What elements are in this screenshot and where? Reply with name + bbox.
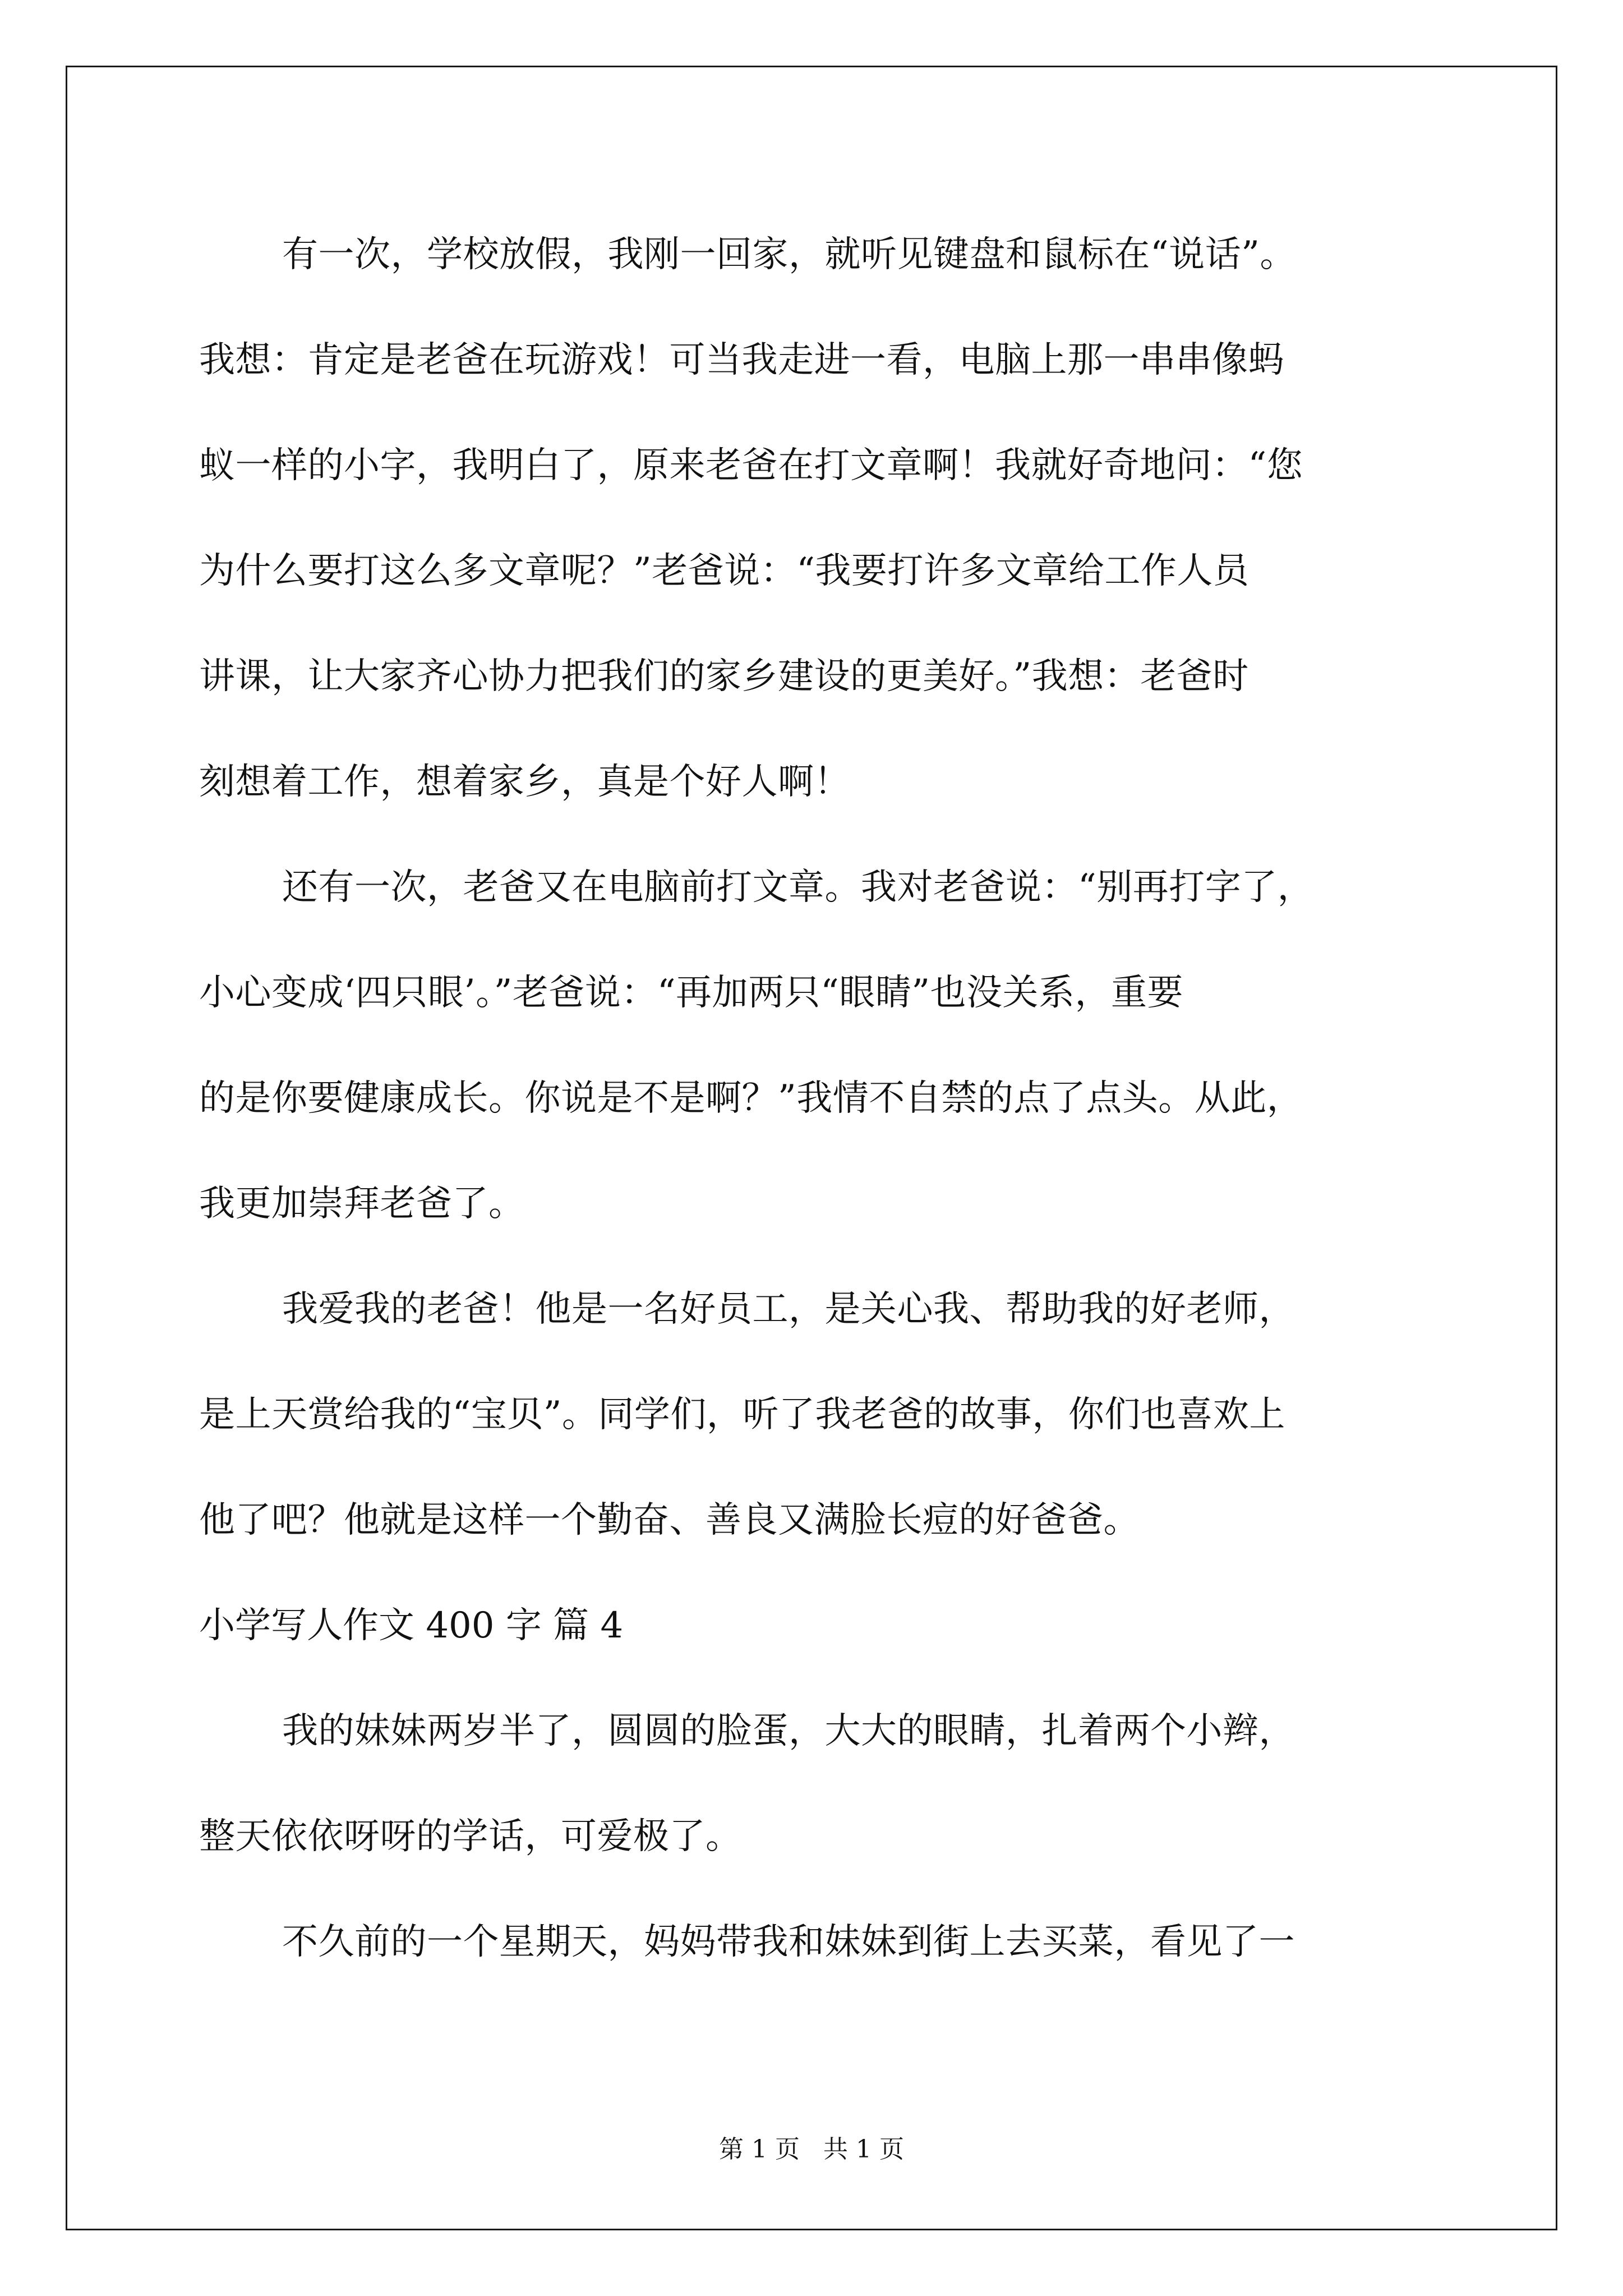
paragraph-line: 为什么要打这么多文章呢？”老爸说：“我要打许多文章给工作人员 [199, 550, 1249, 592]
paragraph-line: 不久前的一个星期天，妈妈带我和妹妹到街上去买菜，看见了一 [282, 1921, 1295, 1963]
paragraph-line: 我的妹妹两岁半了，圆圆的脸蛋，大大的眼睛，扎着两个小辫， [282, 1710, 1295, 1752]
document-body [199, 202, 1455, 1995]
paragraph-line: 整天依依呀呀的学话，可爱极了。 [199, 1816, 742, 1857]
paragraph-line: 的是你要健康成长。你说是不是啊？”我情不自禁的点了点头。从此， [199, 1078, 1303, 1119]
paragraph-line: 小心变成‘四只眼’。”老爸说：“再加两只“眼睛”也没关系，重要 [199, 972, 1184, 1014]
paragraph-line: 有一次，学校放假，我刚一回家，就听见键盘和鼠标在“说话”。 [282, 234, 1296, 275]
paragraph-line: 我爱我的老爸！他是一名好员工，是关心我、帮助我的好老师， [282, 1289, 1295, 1330]
paragraph-line: 讲课，让大家齐心协力把我们的家乡建设的更美好。”我想：老爸时 [199, 656, 1249, 697]
paragraph-line: 他了吧？他就是这样一个勤奋、善良又满脸长痘的好爸爸。 [199, 1499, 1140, 1541]
page-number-footer: 第 1 页 共 1 页 [719, 2135, 904, 2164]
paragraph-line: 蚁一样的小字，我明白了，原来老爸在打文章啊！我就好奇地问：“您 [199, 445, 1303, 486]
paragraph-line: 刻想着工作，想着家乡，真是个好人啊！ [199, 761, 850, 803]
paragraph-line: 我更加崇拜老爸了。 [199, 1183, 525, 1225]
paragraph-line: 是上天赏给我的“宝贝”。同学们，听了我老爸的故事，你们也喜欢上 [199, 1394, 1285, 1435]
paragraph-line: 还有一次，老爸又在电脑前打文章。我对老爸说：“别再打字了， [282, 867, 1314, 908]
section-heading: 小学写人作文 400 字 篇 4 [199, 1605, 624, 1646]
paragraph-line: 我想：肯定是老爸在玩游戏！可当我走进一看，电脑上那一串串像蚂 [199, 339, 1284, 381]
